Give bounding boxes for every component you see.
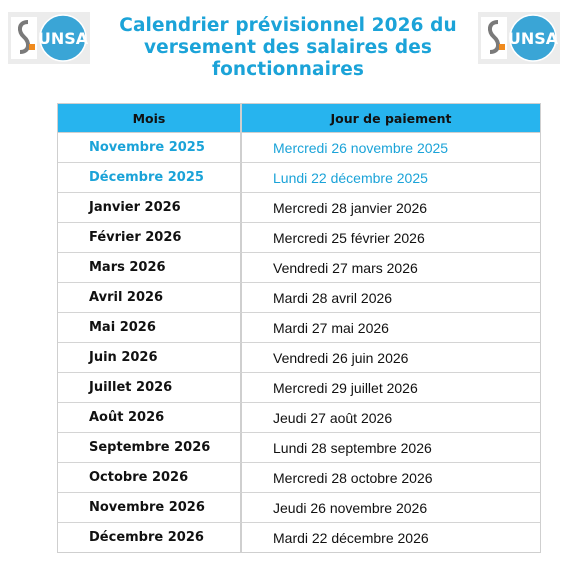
title-line: versement des salaires des [144,37,432,58]
title-line: fonctionnaires [211,59,365,80]
month-cell: Mars 2026 [58,253,242,283]
payment-day-cell: Mercredi 28 janvier 2026 [242,193,540,223]
table-row [58,523,540,552]
payment-day-cell: Mardi 27 mai 2026 [242,313,540,343]
table-row [58,223,540,253]
month-cell: Juin 2026 [58,343,242,373]
table-row [58,463,540,493]
table-row [58,193,540,223]
month-cell: Mai 2026 [58,313,242,343]
payment-day-cell: Mercredi 29 juillet 2026 [242,373,540,403]
payment-day-cell: Mardi 22 décembre 2026 [242,523,540,552]
month-cell: Juillet 2026 [58,373,242,403]
table-header-row [58,104,540,133]
month-cell: Février 2026 [58,223,242,253]
table-row [58,493,540,523]
payment-day-cell: Lundi 22 décembre 2025 [242,163,540,193]
payment-day-cell: Mercredi 28 octobre 2026 [242,463,540,493]
table-row [58,433,540,463]
title-line: Calendrier prévisionnel 2026 du [119,15,457,36]
payment-day-cell: Mercredi 26 novembre 2025 [242,133,540,163]
table-row [58,283,540,313]
column-header-month: Mois [58,104,242,133]
payment-day-cell: Jeudi 27 août 2026 [242,403,540,433]
unsa-logo-right [478,12,560,64]
table-row [58,403,540,433]
month-cell: Octobre 2026 [58,463,242,493]
payment-day-cell: Mercredi 25 février 2026 [242,223,540,253]
month-cell: Novembre 2025 [58,133,242,163]
payment-day-cell: Vendredi 27 mars 2026 [242,253,540,283]
page-title [100,15,476,81]
month-cell: Janvier 2026 [58,193,242,223]
month-cell: Avril 2026 [58,283,242,313]
column-header-payment-day: Jour de paiement [242,104,540,133]
payment-day-cell: Jeudi 26 novembre 2026 [242,493,540,523]
unsa-logo-left [8,12,90,64]
month-cell: Novembre 2026 [58,493,242,523]
table-row [58,373,540,403]
month-cell: Août 2026 [58,403,242,433]
table-row [58,253,540,283]
table-row [58,313,540,343]
month-cell: Décembre 2025 [58,163,242,193]
payment-day-cell: Lundi 28 septembre 2026 [242,433,540,463]
month-cell: Décembre 2026 [58,523,242,552]
payment-day-cell: Vendredi 26 juin 2026 [242,343,540,373]
unsa-logo-lettering: UNSA [507,29,559,48]
table-row [58,133,540,163]
unsa-logo-lettering: UNSA [37,29,89,48]
payment-day-cell: Mardi 28 avril 2026 [242,283,540,313]
table-row [58,163,540,193]
table-row [58,343,540,373]
month-cell: Septembre 2026 [58,433,242,463]
payment-calendar-table [57,103,541,553]
